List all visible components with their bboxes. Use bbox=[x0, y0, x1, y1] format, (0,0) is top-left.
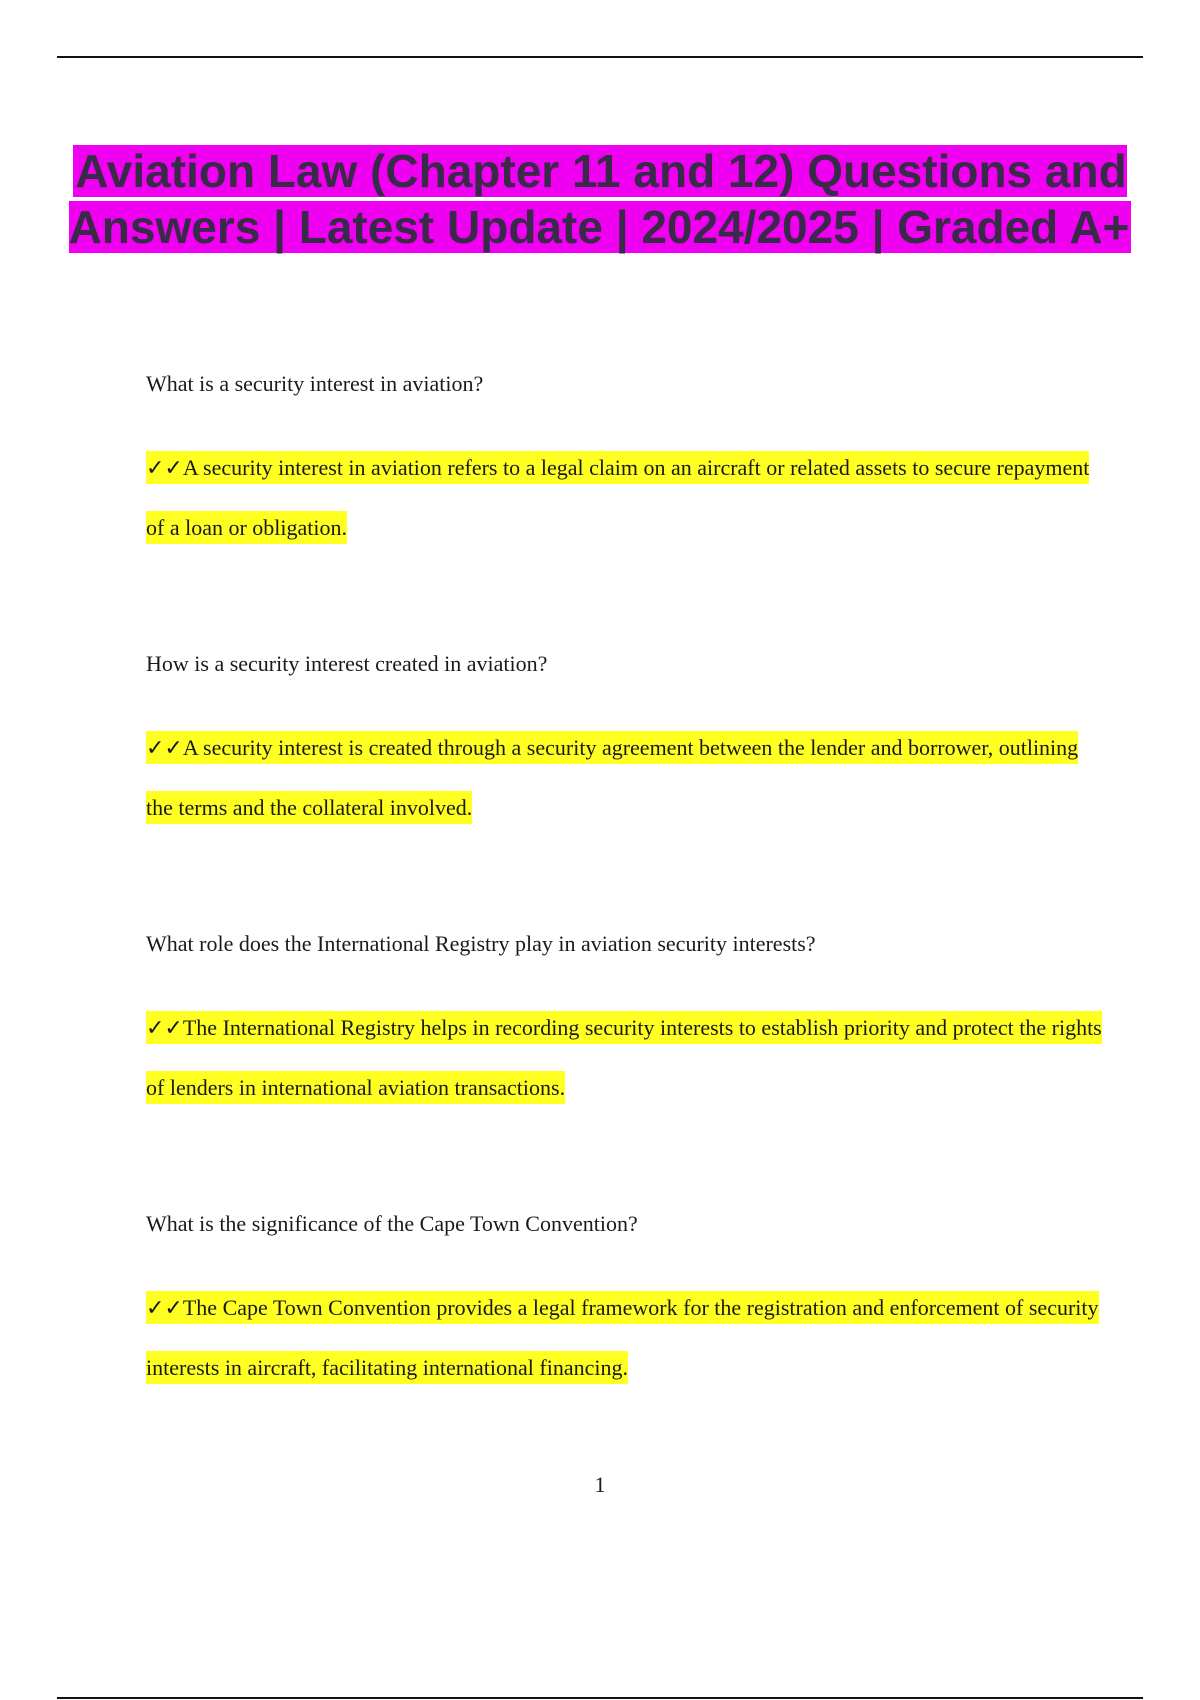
title-text: Aviation Law (Chapter 11 and 12) Questions and Answers | Latest Update | 2024/2025 | Graded A+ bbox=[68, 145, 1130, 253]
question-text: What is the significance of the Cape Town Convention? bbox=[146, 1211, 638, 1236]
answer-text bbox=[146, 718, 1106, 838]
answer-highlight: ✓✓The International Registry helps in recording security interests to establish priority and protect the rights of lenders in international aviation transactions. bbox=[146, 1011, 1102, 1104]
answer-text bbox=[146, 438, 1106, 558]
question-text: How is a security interest created in aviation? bbox=[146, 651, 548, 676]
answer-text bbox=[146, 998, 1106, 1118]
question-text: What is a security interest in aviation? bbox=[146, 371, 484, 396]
answer-highlight: ✓✓A security interest is created through a security agreement between the lender and borrower, outlining the terms and the collateral involved. bbox=[146, 731, 1078, 824]
answer-highlight: ✓✓The Cape Town Convention provides a legal framework for the registration and enforcement of security interests in aircraft, facilitating international financing. bbox=[146, 1291, 1099, 1384]
answer-highlight: ✓✓A security interest in aviation refers to a legal claim on an aircraft or related assets to secure repayment of a loan or obligation. bbox=[146, 451, 1089, 544]
bottom-rule bbox=[57, 1697, 1143, 1699]
document-title bbox=[0, 143, 1200, 255]
answer-text bbox=[146, 1278, 1106, 1398]
top-rule bbox=[57, 56, 1143, 58]
page-number: 1 bbox=[594, 1472, 606, 1497]
question-text: What role does the International Registry play in aviation security interests? bbox=[146, 931, 816, 956]
